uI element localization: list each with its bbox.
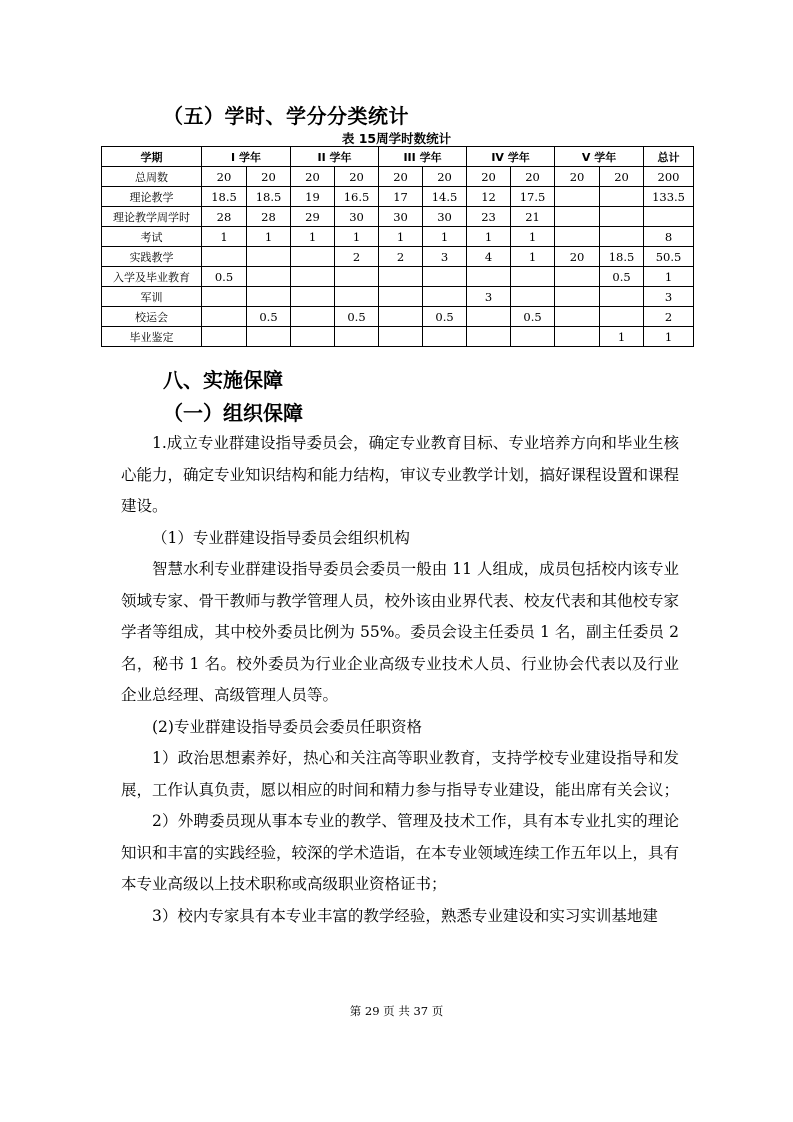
table-cell: 200 xyxy=(644,167,694,187)
table-cell xyxy=(379,287,423,307)
table-cell xyxy=(555,207,600,227)
table-cell xyxy=(423,287,467,307)
table-cell: 1 xyxy=(335,227,379,247)
table-cell xyxy=(600,287,644,307)
table-cell: 18.5 xyxy=(202,187,247,207)
table-cell: 50.5 xyxy=(644,247,694,267)
table-cell: 1 xyxy=(600,327,644,347)
table-cell xyxy=(423,327,467,347)
table-header-row xyxy=(102,147,694,167)
table-cell: 0.5 xyxy=(202,267,247,287)
table-cell xyxy=(555,327,600,347)
table-cell: 1 xyxy=(247,227,291,247)
table-row xyxy=(102,187,694,207)
table-row xyxy=(102,287,694,307)
table-cell xyxy=(467,307,511,327)
table-cell xyxy=(555,187,600,207)
table-cell xyxy=(511,267,555,287)
table-cell xyxy=(555,227,600,247)
row-label: 实践教学 xyxy=(102,247,202,267)
table-cell xyxy=(291,247,335,267)
row-label: 毕业鉴定 xyxy=(102,327,202,347)
header-cell: II 学年 xyxy=(291,147,379,167)
table-cell xyxy=(600,307,644,327)
table-cell: 20 xyxy=(202,167,247,187)
table-row xyxy=(102,167,694,187)
table-cell xyxy=(335,267,379,287)
table-cell xyxy=(467,327,511,347)
table-cell: 12 xyxy=(467,187,511,207)
table-cell: 30 xyxy=(379,207,423,227)
table-row xyxy=(102,327,694,347)
table-cell: 23 xyxy=(467,207,511,227)
table-cell: 2 xyxy=(379,247,423,267)
header-cell: I 学年 xyxy=(202,147,291,167)
paragraph: 1）政治思想素养好，热心和关注高等职业教育，支持学校专业建设指导和发展，工作认真负责，愿以相应的时间和精力参与指导专业建设，能出席有关会议； xyxy=(121,749,680,799)
table-cell: 20 xyxy=(600,167,644,187)
header-cell: V 学年 xyxy=(555,147,644,167)
paragraph: 3）校内专家具有本专业丰富的教学经验，熟悉专业建设和实习实训基地建 xyxy=(152,906,658,925)
table-cell xyxy=(335,327,379,347)
header-cell: 学期 xyxy=(102,147,202,167)
table-cell: 0.5 xyxy=(247,307,291,327)
table-cell: 1 xyxy=(467,227,511,247)
table-cell: 20 xyxy=(511,167,555,187)
table-cell: 3 xyxy=(644,287,694,307)
table-cell: 0.5 xyxy=(423,307,467,327)
table-cell xyxy=(423,267,467,287)
table-cell xyxy=(291,267,335,287)
table-cell: 20 xyxy=(467,167,511,187)
table-cell xyxy=(379,327,423,347)
table-cell: 3 xyxy=(423,247,467,267)
table-cell: 20 xyxy=(335,167,379,187)
table-cell xyxy=(379,267,423,287)
table-cell: 1 xyxy=(423,227,467,247)
table-cell: 17.5 xyxy=(511,187,555,207)
row-label: 总周数 xyxy=(102,167,202,187)
table-cell: 133.5 xyxy=(644,187,694,207)
table-cell xyxy=(247,327,291,347)
table-cell: 19 xyxy=(291,187,335,207)
table-cell: 28 xyxy=(202,207,247,227)
table-cell: 20 xyxy=(555,167,600,187)
row-label: 校运会 xyxy=(102,307,202,327)
table-cell xyxy=(644,207,694,227)
paragraph: 智慧水利专业群建设指导委员会委员一般由 11 人组成，成员包括校内该专业领域专家、骨干教师与教学管理人员，校外该由业界代表、校友代表和其他校专家学者等组成，其中校外委员比例为 55%。委员会设主任委员 1 名，副主任委员 2 名，秘书 1 名。校外委员为行业企业高级专业技术人员、行业协会代表以及行业企业总经理、高级管理人员等。 xyxy=(121,560,680,704)
table-row xyxy=(102,207,694,227)
table-cell xyxy=(247,267,291,287)
table-cell xyxy=(335,287,379,307)
table-cell: 4 xyxy=(467,247,511,267)
table-cell xyxy=(291,327,335,347)
table-cell xyxy=(600,207,644,227)
paragraph: 2）外聘委员现从事本专业的教学、管理及技术工作，具有本专业扎实的理论知识和丰富的实践经验，较深的学术造诣，在本专业领域连续工作五年以上，具有本专业高级以上技术职称或高级职业资格证书； xyxy=(121,812,680,893)
table-cell xyxy=(202,327,247,347)
table-cell: 1 xyxy=(511,247,555,267)
paragraph: （1）专业群建设指导委员会组织机构 xyxy=(152,528,410,547)
table-row xyxy=(102,247,694,267)
table-cell xyxy=(291,287,335,307)
table-cell: 0.5 xyxy=(511,307,555,327)
table-cell: 29 xyxy=(291,207,335,227)
table-cell xyxy=(202,287,247,307)
table-caption: 表 15周学时数统计 xyxy=(341,131,452,146)
row-label: 入学及毕业教育 xyxy=(102,267,202,287)
paragraph: 1.成立专业群建设指导委员会，确定专业教育目标、专业培养方向和毕业生核心能力，确定专业知识结构和能力结构，审议专业教学计划，搞好课程设置和课程建设。 xyxy=(121,434,680,515)
header-cell: III 学年 xyxy=(379,147,467,167)
table-cell xyxy=(202,307,247,327)
row-label: 理论教学周学时 xyxy=(102,207,202,227)
table-cell xyxy=(291,307,335,327)
table-cell xyxy=(247,287,291,307)
table-cell: 1 xyxy=(291,227,335,247)
table-cell: 30 xyxy=(335,207,379,227)
row-label: 军训 xyxy=(102,287,202,307)
table-cell: 18.5 xyxy=(247,187,291,207)
paragraph: (2)专业群建设指导委员会委员任职资格 xyxy=(152,717,422,736)
table-cell: 1 xyxy=(379,227,423,247)
table-cell xyxy=(555,267,600,287)
sub-heading: （一）组织保障 xyxy=(163,401,303,425)
table-cell: 14.5 xyxy=(423,187,467,207)
table-row xyxy=(102,267,694,287)
table-cell: 3 xyxy=(467,287,511,307)
table-cell: 20 xyxy=(379,167,423,187)
weekly-hours-table xyxy=(101,146,694,347)
table-cell xyxy=(202,247,247,267)
row-label: 考试 xyxy=(102,227,202,247)
table-cell: 16.5 xyxy=(335,187,379,207)
table-cell: 18.5 xyxy=(600,247,644,267)
table-cell: 21 xyxy=(511,207,555,227)
table-cell: 1 xyxy=(644,267,694,287)
table-cell xyxy=(379,307,423,327)
table-cell: 28 xyxy=(247,207,291,227)
table-cell: 2 xyxy=(335,247,379,267)
table-cell: 30 xyxy=(423,207,467,227)
table-cell: 1 xyxy=(644,327,694,347)
table-cell: 1 xyxy=(202,227,247,247)
header-cell: 总计 xyxy=(644,147,694,167)
table-cell: 0.5 xyxy=(335,307,379,327)
table-cell: 20 xyxy=(291,167,335,187)
section-heading: （五）学时、学分分类统计 xyxy=(163,104,409,128)
table-cell: 1 xyxy=(511,227,555,247)
table-cell: 20 xyxy=(423,167,467,187)
table-cell xyxy=(247,247,291,267)
table-cell xyxy=(600,227,644,247)
table-row xyxy=(102,227,694,247)
chapter-heading: 八、实施保障 xyxy=(163,368,283,392)
table-cell xyxy=(511,287,555,307)
row-label: 理论教学 xyxy=(102,187,202,207)
table-cell xyxy=(555,307,600,327)
table-cell: 17 xyxy=(379,187,423,207)
table-cell xyxy=(600,187,644,207)
table-cell: 8 xyxy=(644,227,694,247)
table-cell xyxy=(467,267,511,287)
table-cell: 0.5 xyxy=(600,267,644,287)
header-cell: IV 学年 xyxy=(467,147,555,167)
table-cell: 20 xyxy=(555,247,600,267)
body-text xyxy=(121,428,679,932)
table-cell: 2 xyxy=(644,307,694,327)
table-cell xyxy=(555,287,600,307)
table-cell: 20 xyxy=(247,167,291,187)
table-row xyxy=(102,307,694,327)
page-footer: 第 29 页 共 37 页 xyxy=(349,1004,444,1018)
table-cell xyxy=(511,327,555,347)
